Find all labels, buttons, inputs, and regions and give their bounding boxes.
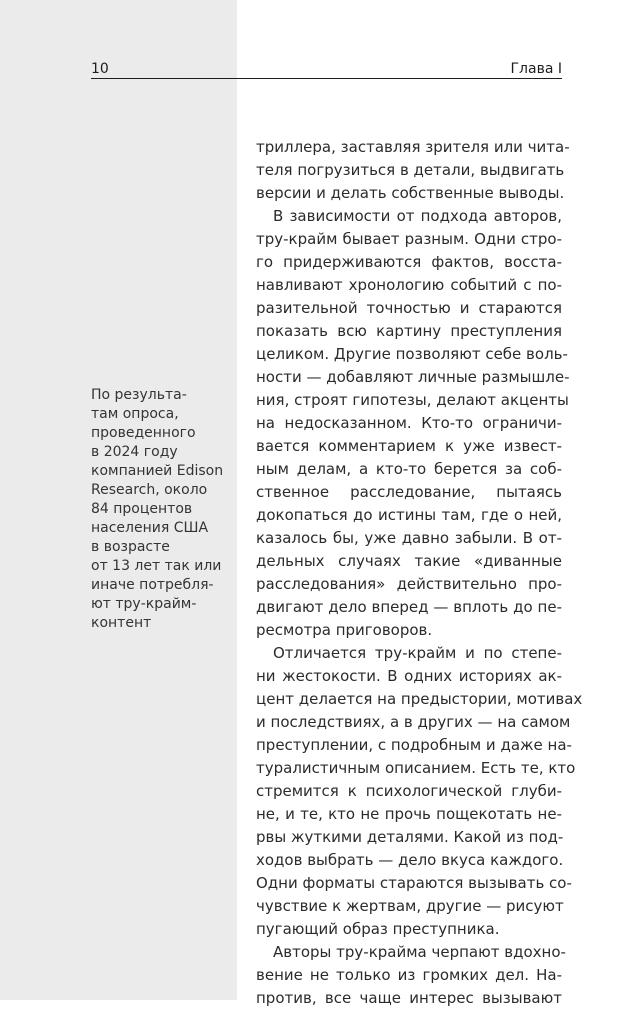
margin-note-line: ют тру-крайм-: [91, 596, 197, 612]
body-line: Отличается тру-крайм и по степе-: [273, 644, 562, 662]
margin-note-line: Research, около: [91, 482, 208, 498]
body-line: и последствиях, а в других — на самом: [256, 713, 571, 731]
body-line: преступлении, с подробным и даже на-: [256, 736, 572, 754]
body-line: Одни форматы стараются вызывать со-: [256, 874, 572, 892]
body-line: ходов выбрать — дело вкуса каждого.: [256, 851, 564, 869]
body-line: казалось бы, уже давно забыли. В от-: [256, 529, 562, 547]
body-line: стремится к психологической глуби-: [256, 782, 562, 800]
body-line: вается комментарием к уже извест-: [256, 437, 562, 455]
body-line: двигают дело вперед — вплоть до пе-: [256, 598, 562, 616]
body-line: вение не только из громких дел. На-: [256, 966, 562, 984]
margin-note-line: иначе потребля-: [91, 577, 214, 593]
body-line: туралистичным описанием. Есть те, кто: [256, 759, 576, 777]
body-line: докопаться до истины там, где о ней,: [256, 506, 562, 524]
body-line: теля погрузиться в детали, выдвигать: [256, 161, 565, 179]
margin-note-line: там опроса,: [91, 406, 179, 422]
margin-note-line: проведенного: [91, 425, 196, 441]
margin-note-line: в 2024 году: [91, 444, 178, 460]
body-line: дельных случаях такие «диванные: [256, 552, 562, 570]
body-line: ным делам, а кто-то берется за соб-: [256, 460, 562, 478]
body-line: триллера, заставляя зрителя или чита-: [256, 138, 570, 156]
body-line: рвы жуткими деталями. Какой из под-: [256, 828, 564, 846]
body-line: навливают хронологию событий с по-: [256, 276, 562, 294]
margin-note-line: 84 процентов: [91, 501, 193, 517]
body-line: ни жестокости. В одних историях ак-: [256, 667, 562, 685]
body-line: го придерживаются фактов, восста-: [256, 253, 562, 271]
body-line: не, и те, кто не прочь пощекотать не-: [256, 805, 562, 823]
body-line: ственное расследование, пытаясь: [256, 483, 562, 501]
body-line: цент делается на предыстории, мотивах: [256, 690, 583, 708]
body-text: [256, 136, 583, 1010]
body-line: расследования» действительно про-: [256, 575, 562, 593]
body-line: ния, строят гипотезы, делают акценты: [256, 391, 569, 409]
body-line: целиком. Другие позволяют себе воль-: [256, 345, 568, 363]
margin-note-line: от 13 лет так или: [91, 558, 222, 574]
body-line: пугающий образ преступника.: [256, 920, 500, 938]
body-line: показать всю картину преступления: [256, 322, 562, 340]
margin-note: [91, 386, 224, 633]
body-line: чувствие к жертвам, другие — рисуют: [256, 897, 564, 915]
margin-note-line: контент: [91, 615, 152, 631]
body-line: ности — добавляют личные размышле-: [256, 368, 570, 386]
body-line: разительной точностью и стараются: [256, 299, 562, 317]
header-rule: [91, 78, 562, 79]
body-line: против, все чаще интерес вызывают: [256, 989, 562, 1007]
body-line: версии и делать собственные выводы.: [256, 184, 565, 202]
body-line: ресмотра приговоров.: [256, 621, 433, 639]
margin-note-line: компанией Edison: [91, 463, 224, 479]
page-number: 10: [91, 61, 109, 77]
body-line: на недосказанном. Кто-то ограничи-: [256, 414, 562, 432]
margin-note-line: в возрасте: [91, 539, 170, 555]
body-line: Авторы тру-крайма черпают вдохно-: [273, 943, 566, 961]
body-line: тру-крайм бывает разным. Одни стро-: [256, 230, 562, 248]
margin-note-line: населения США: [91, 520, 209, 536]
running-head-chapter: Глава I: [510, 61, 562, 77]
margin-note-line: По результа-: [91, 387, 187, 403]
body-line: В зависимости от подхода авторов,: [273, 207, 562, 225]
